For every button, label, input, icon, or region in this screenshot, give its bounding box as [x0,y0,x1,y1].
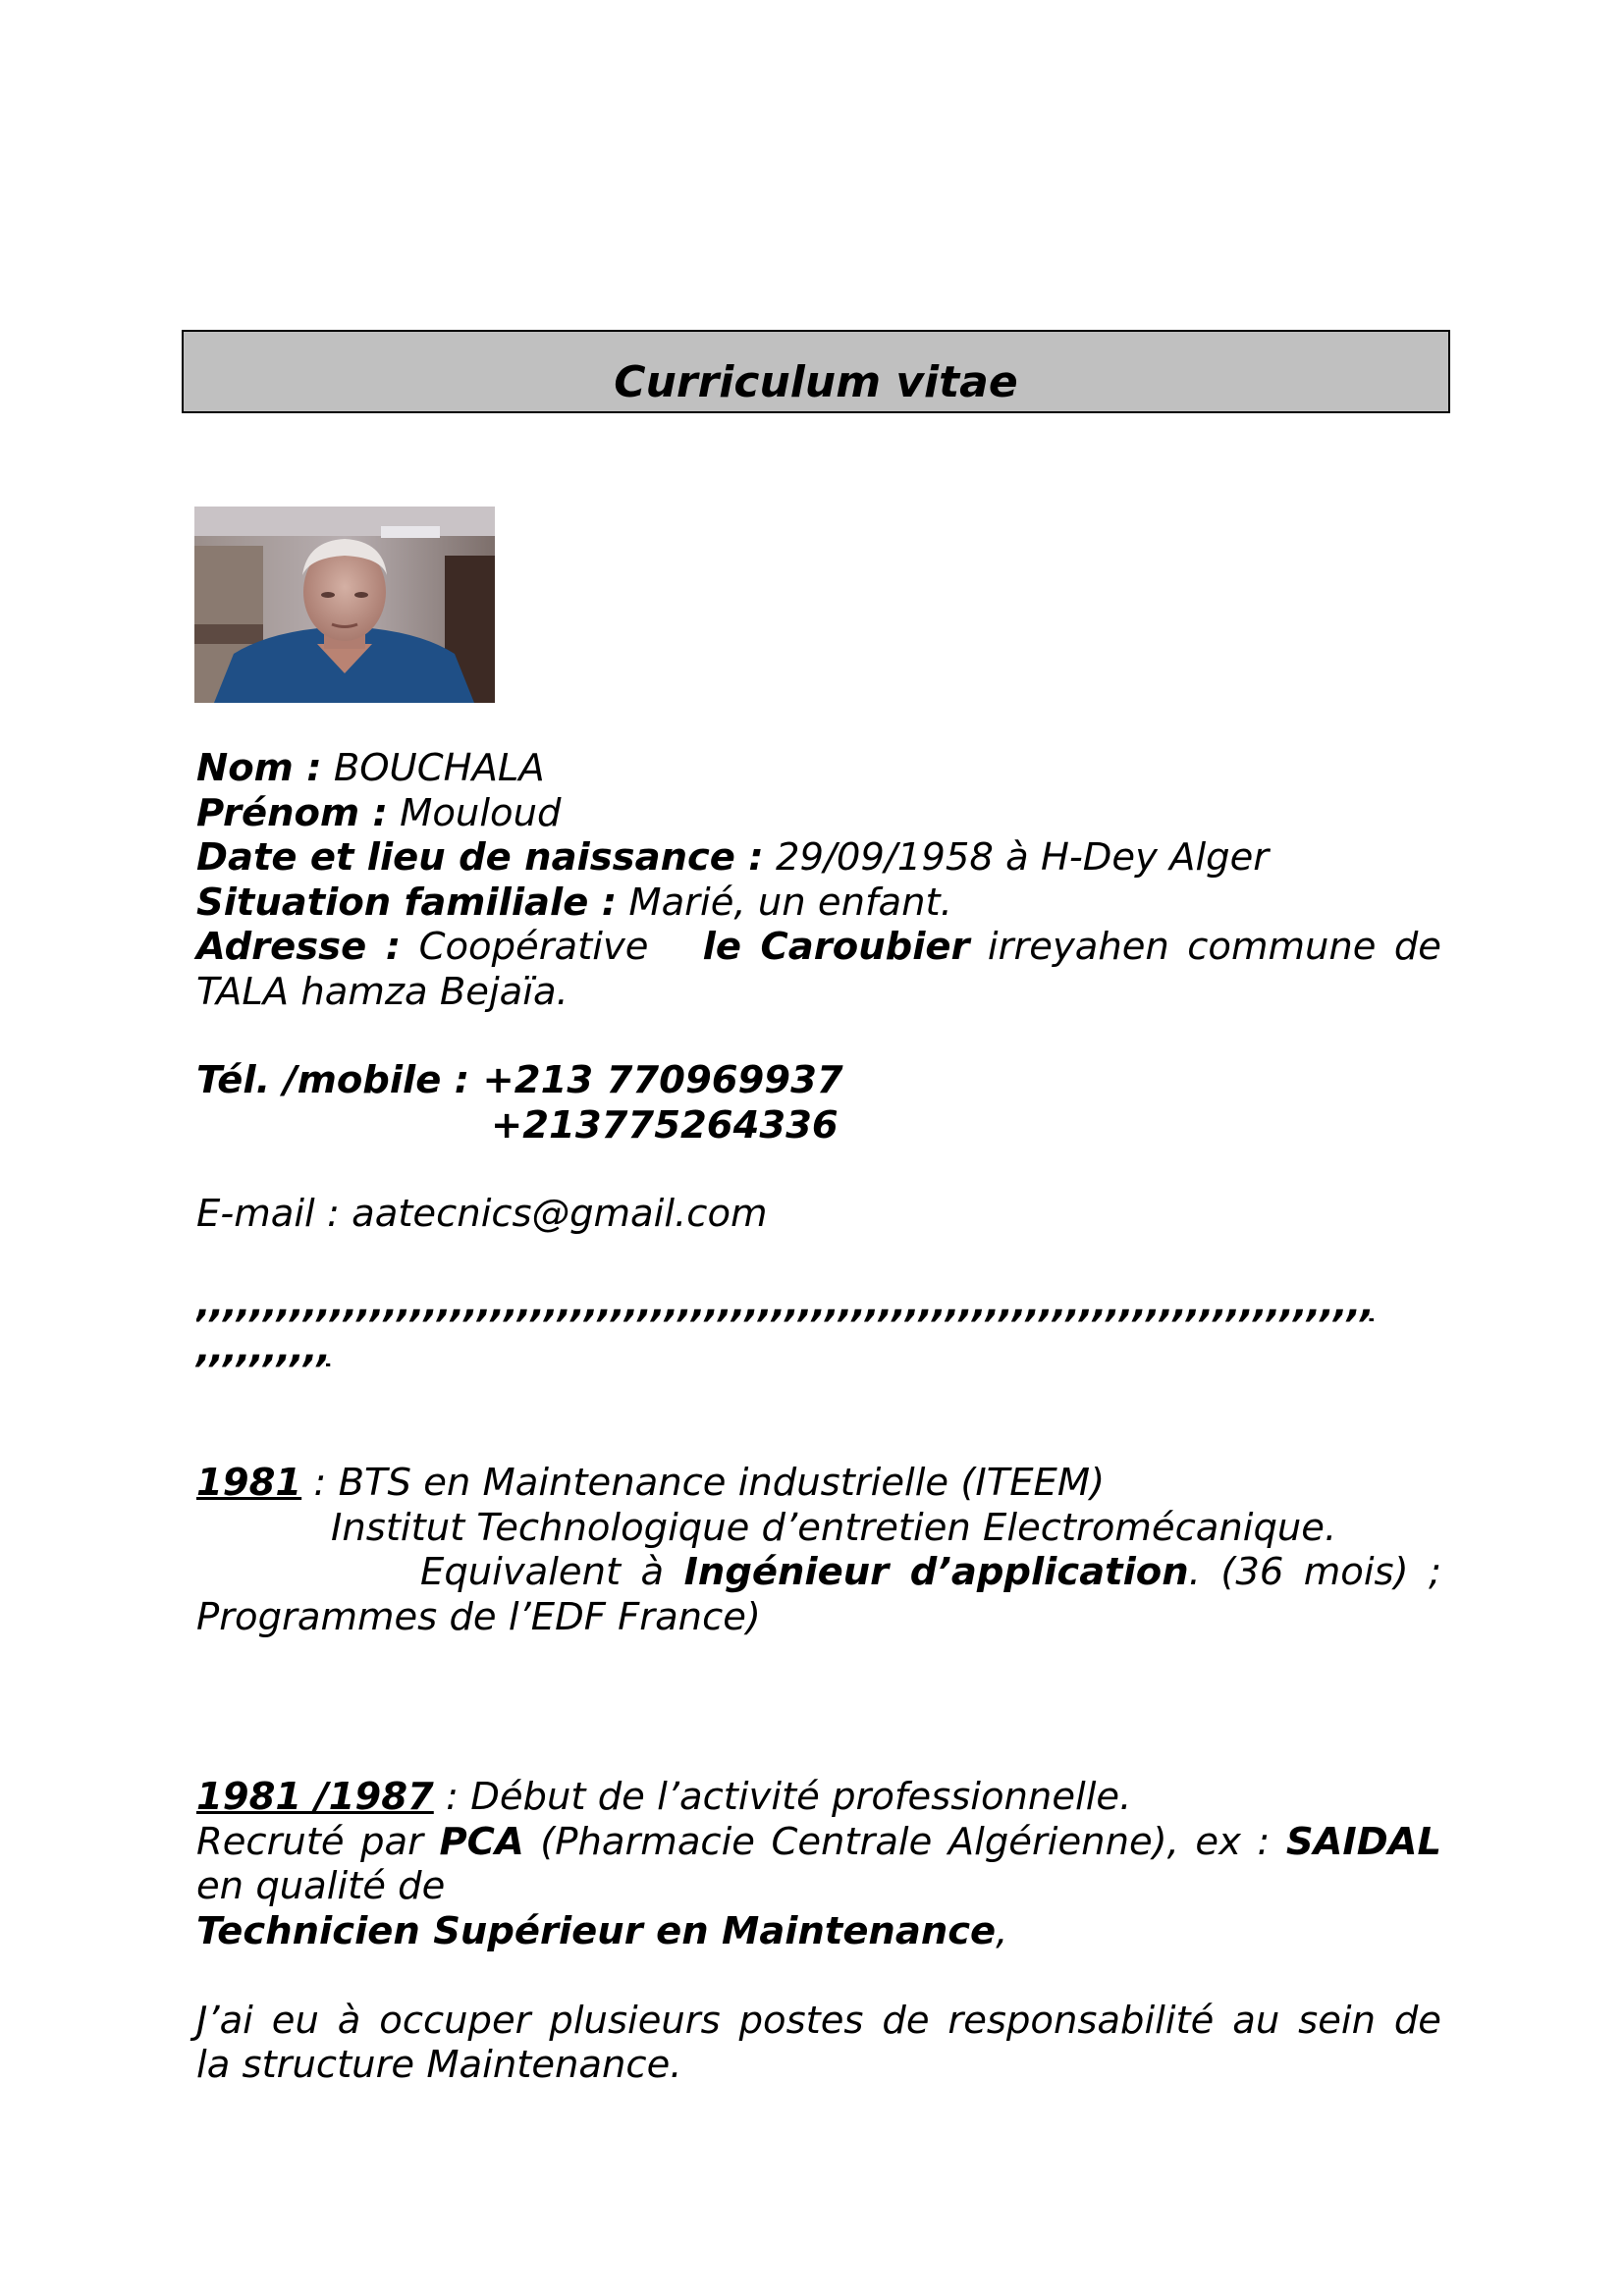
portrait-photo-icon [194,507,495,703]
education-duration: . (36 mois) ; [1188,1550,1442,1594]
career-position-end: , [996,1908,1008,1953]
adresse-bold: le Caroubier [702,925,970,969]
education-line-1 [196,1461,1441,1506]
education-equivalent: Equivalent à [420,1550,665,1594]
phone-label: Tél. /mobile : [196,1058,470,1102]
adresse-part2: irreyahen commune de [987,925,1441,969]
adresse-line2: TALA hamza Bejaïa. [196,969,568,1014]
career-line-1 [196,1775,1441,1820]
naissance-value: 29/09/1958 à H-Dey Alger [775,835,1270,880]
career-recruited: Recruté par [196,1819,423,1864]
identity-section [196,746,1441,1014]
education-year: 1981 [196,1461,302,1505]
career-line-3: en qualité de [196,1864,446,1908]
education-title: Ingénieur d’application [683,1550,1189,1594]
prenom-value: Mouloud [400,790,562,835]
career-start: : Début de l’activité professionnelle. [433,1775,1132,1819]
prenom-label: Prénom : [196,790,388,835]
career-para-line-1: J’ai eu à occuper plusieurs postes de responsabilité au sein de [196,1998,1441,2043]
naissance-label: Date et lieu de naissance : [196,835,764,880]
education-line-4: Programmes de l’EDF France) [196,1594,761,1639]
education-degree: : BTS en Maintenance industrielle (ITEEM) [301,1461,1106,1505]
phone-section [196,1058,1441,1148]
career-company: PCA [439,1819,524,1864]
situation-label: Situation familiale : [196,880,618,925]
naissance-row [196,835,1441,881]
career-section [196,1775,1441,2088]
nom-row [196,746,1441,791]
adresse-row [196,925,1441,970]
situation-row [196,881,1441,926]
separator-line-1: ,,,,,,,,,,,,,,,,,,,,,,,,,,,,,,,,,,,,,,,,,,,,,,,,,,,,,,,,,,,,,,,,,,,,,,,,,,,,,,,,,,,,,,,, [196,1282,1375,1326]
career-line-2 [196,1820,1441,1865]
education-line-3 [196,1550,1441,1595]
portrait-photo [194,507,495,703]
nom-value: BOUCHALA [333,746,545,790]
career-spacer [196,1953,1441,1999]
career-company-now: SAIDAL [1285,1819,1441,1864]
education-line-2: Institut Technologique d’entretien Electromécanique. [331,1505,1337,1550]
career-position: Technicien Supérieur en Maintenance [196,1908,997,1953]
email-line: E-mail : aatecnics@gmail.com [196,1192,768,1236]
separator-section [196,1282,1441,1371]
title-banner [182,330,1450,413]
phone-number-2: +213775264336 [491,1102,839,1148]
phone-row-2 [196,1103,1441,1148]
career-years: 1981 /1987 [196,1775,434,1819]
phone-number-1: +213 770969937 [482,1058,843,1102]
email-section [196,1192,1441,1237]
nom-label: Nom : [196,746,322,790]
page-title: Curriculum vitae [614,357,1018,407]
situation-value: Marié, un enfant. [628,880,952,925]
adresse-part1: Coopérative [418,925,649,969]
career-line-4 [196,1909,1441,1954]
adresse-label: Adresse : [196,925,402,969]
prenom-row [196,791,1441,836]
career-para-line-2: la structure Maintenance. [196,2043,682,2087]
education-section [196,1461,1441,1639]
career-company-detail: (Pharmacie Centrale Algérienne), ex : [540,1819,1271,1864]
separator-line-2: ,,,,,,,,,, [196,1326,331,1371]
phone-row-1 [196,1058,1441,1103]
